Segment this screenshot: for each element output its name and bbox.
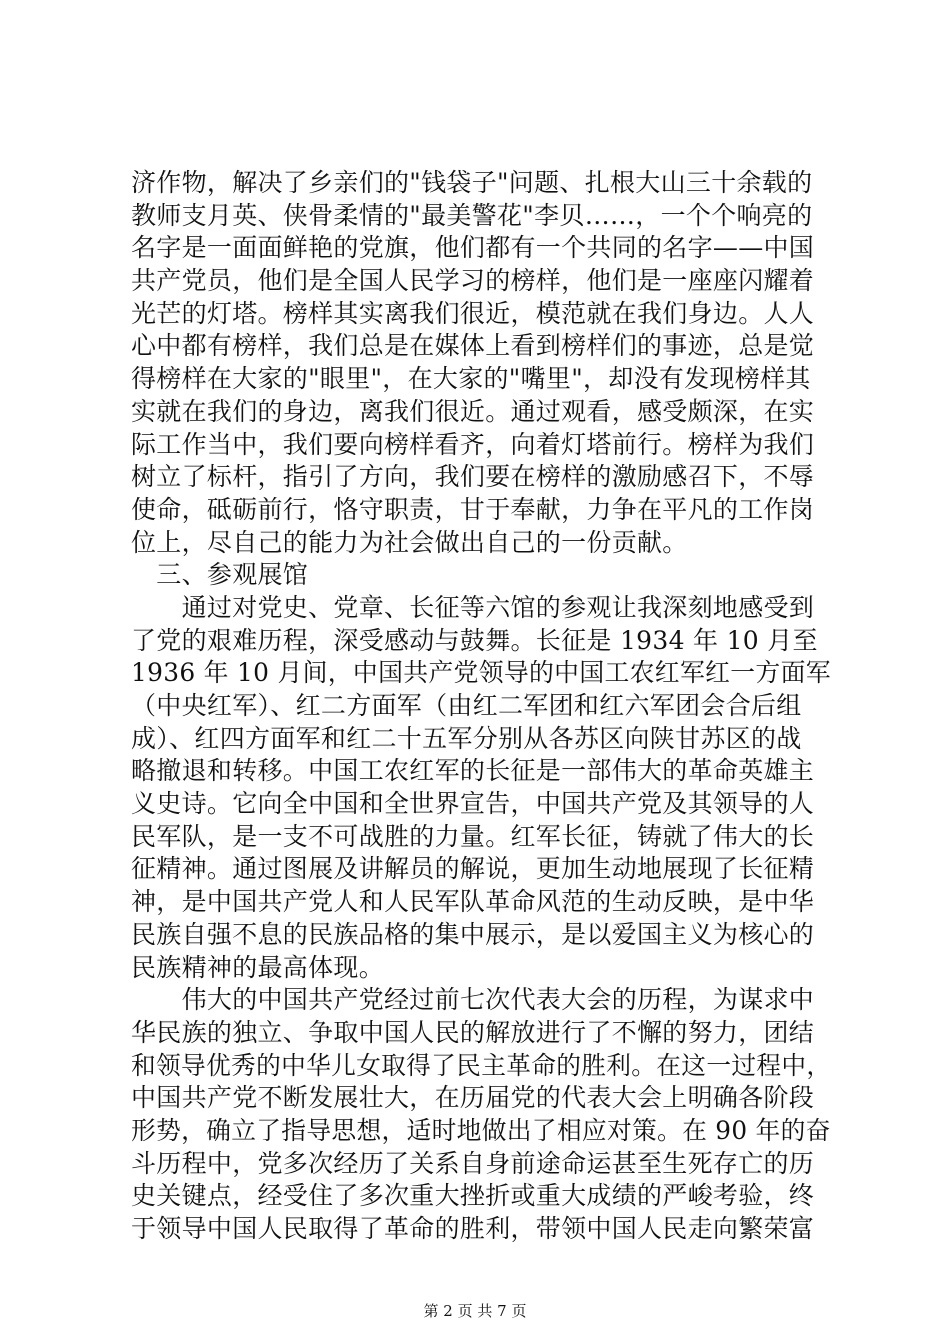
text-line: 民族自强不息的民族品格的集中展示，是以爱国主义为核心的 bbox=[131, 919, 815, 949]
page-footer: 第 2 页 共 7 页 bbox=[423, 1302, 527, 1320]
text-line: 三、参观展馆 bbox=[131, 560, 309, 590]
text-line: 名字是一面面鲜艳的党旗，他们都有一个共同的名字——中国 bbox=[131, 233, 815, 263]
text-line: 使命，砥砺前行，恪守职责，甘于奉献，力争在平凡的工作岗 bbox=[131, 494, 815, 524]
text-line: 神，是中国共产党人和人民军队革命风范的生动反映，是中华 bbox=[131, 887, 815, 917]
text-line: 伟大的中国共产党经过前七次代表大会的历程，为谋求中 bbox=[131, 985, 815, 1015]
text-line: （中央红军）、红二方面军（由红二军团和红六军团会合后组 bbox=[131, 691, 802, 720]
text-line: 通过对党史、党章、长征等六馆的参观让我深刻地感受到 bbox=[131, 592, 815, 622]
body-text bbox=[131, 167, 831, 1246]
text-line: 1936 年 10 月间，中国共产党领导的中国工农红军红一方面军 bbox=[131, 658, 831, 688]
text-line: 于领导中国人民取得了革命的胜利，带领中国人民走向繁荣富 bbox=[131, 1214, 815, 1243]
text-line: 教师支月英、侠骨柔情的"最美警花"李贝……，一个个响亮的 bbox=[131, 200, 813, 230]
text-line: 心中都有榜样，我们总是在媒体上看到榜样们的事迹，总是觉 bbox=[131, 331, 815, 361]
text-line: 民族精神的最高体现。 bbox=[131, 952, 385, 982]
text-line: 际工作当中，我们要向榜样看齐，向着灯塔前行。榜样为我们 bbox=[131, 429, 815, 459]
text-line: 征精神。通过图展及讲解员的解说，更加生动地展现了长征精 bbox=[131, 854, 815, 884]
text-line: 史关键点，经受住了多次重大挫折或重大成绩的严峻考验，终 bbox=[131, 1181, 815, 1211]
text-line: 位上，尽自己的能力为社会做出自己的一份贡献。 bbox=[131, 527, 688, 557]
text-line: 华民族的独立、争取中国人民的解放进行了不懈的努力，团结 bbox=[131, 1017, 815, 1047]
text-line: 略撤退和转移。中国工农红军的长征是一部伟大的革命英雄主 bbox=[131, 756, 815, 786]
text-line: 树立了标杆，指引了方向，我们要在榜样的激励感召下，不辱 bbox=[131, 462, 815, 492]
text-line: 中国共产党不断发展壮大，在历届党的代表大会上明确各阶段 bbox=[131, 1083, 815, 1113]
text-line: 济作物，解决了乡亲们的"钱袋子"问题、扎根大山三十余载的 bbox=[131, 168, 813, 197]
text-line: 了党的艰难历程，深受感动与鼓舞。长征是 1934 年 10 月至 bbox=[131, 625, 818, 655]
text-line: 斗历程中，党多次经历了关系自身前途命运甚至生死存亡的历 bbox=[131, 1148, 815, 1178]
text-line: 成）、红四方面军和红二十五军分别从各苏区向陕甘苏区的战 bbox=[131, 723, 802, 753]
text-line: 共产党员，他们是全国人民学习的榜样，他们是一座座闪耀着 bbox=[131, 266, 815, 296]
text-line: 得榜样在大家的"眼里"，在大家的"嘴里"，却没有发现榜样其 bbox=[131, 364, 811, 394]
text-line: 形势，确立了指导思想，适时地做出了相应对策。在 90 年的奋 bbox=[131, 1115, 831, 1145]
text-line: 民军队，是一支不可战胜的力量。红军长征，铸就了伟大的长 bbox=[131, 821, 815, 851]
text-line: 和领导优秀的中华儿女取得了民主革命的胜利。在这一过程中， bbox=[131, 1050, 832, 1080]
text-line: 义史诗。它向全中国和全世界宣告，中国共产党及其领导的人 bbox=[131, 789, 815, 819]
text-line: 实就在我们的身边，离我们很近。通过观看，感受颇深，在实 bbox=[131, 396, 815, 426]
text-line: 光芒的灯塔。榜样其实离我们很近，模范就在我们身边。人人 bbox=[131, 298, 815, 328]
